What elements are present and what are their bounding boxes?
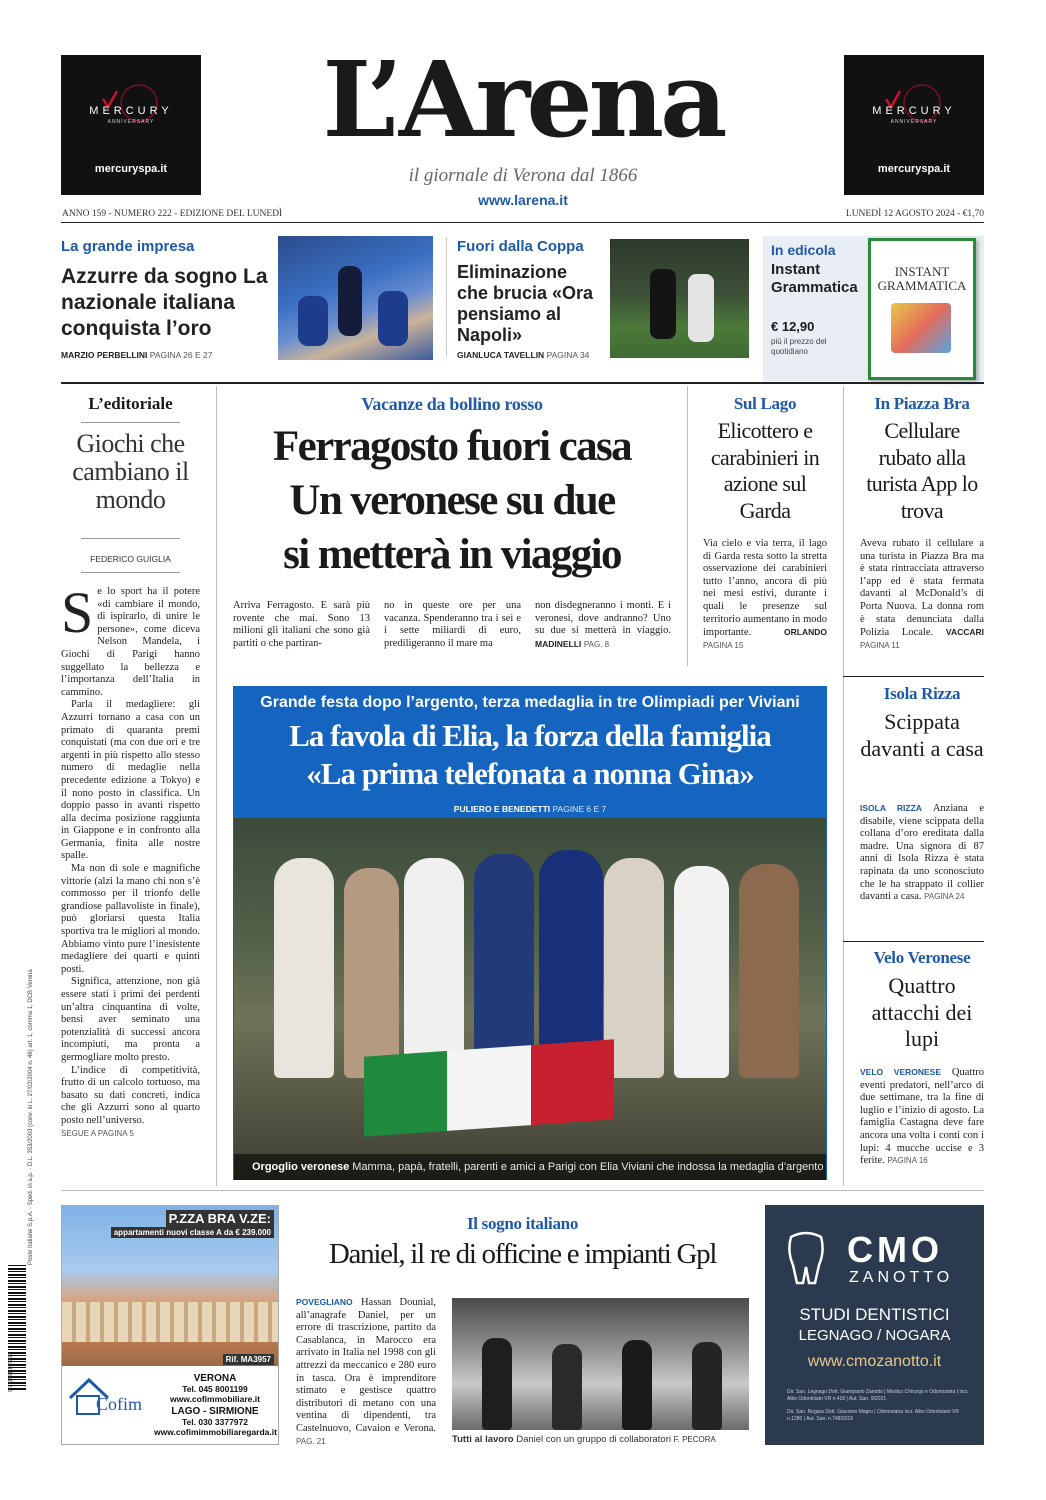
cofim-web-1[interactable]: www.cofimmobiliare.it [170,1394,260,1404]
pizza-title: P.ZZA BRA V.ZE: [166,1210,274,1227]
teaser-kicker: La grande impresa [61,238,195,255]
bottom-rule [61,1190,984,1191]
mercury-sub: ANNIVERSARY [107,119,155,125]
daniel-caption-bold: Tutti al lavoro [452,1434,514,1445]
issue-date: LUNEDÌ 12 AGOSTO 2024 - €1,70 [845,209,984,219]
feature-headline-1: La favola di Elia, la forza della famiglia [289,718,771,753]
main-story[interactable] [233,386,671,666]
feature-story[interactable] [233,686,827,1180]
sidebar-rule [843,941,984,942]
velo-story[interactable] [860,944,984,1184]
mercury-brand: MERCURY [872,105,956,117]
cmo-url[interactable]: www.cmozanotto.it [807,1353,942,1370]
mercury-ad-right[interactable] [844,55,984,195]
main-col-2: no in queste ore per una vacanza. Spenderanno tra i sei e i sette miliardi di euro, prediligeranno il mare ma [384,600,521,649]
editoriale-p4: Significa, attenzione, non già essere stati i primi dei perdenti un’altra cinquantina di volte, bensì aver seminato una potenzialità di successi ancora incompiuti, ma pronta a germogliare molto presto. [61,976,200,1063]
mercury-logo-icon [91,83,171,123]
daniel-lead: POVEGLIANO [296,1297,353,1307]
masthead-title: L’Arena [322,38,724,161]
velo-kicker: Velo Veronese [873,948,971,967]
column-divider [843,386,844,1186]
main-headline-line-1: Ferragosto fuori casa [272,423,632,470]
main-col-3-page: PAG. 8 [583,639,610,649]
daniel-story[interactable] [296,1205,749,1450]
daniel-caption-text: Daniel con un gruppo di collaboratori [516,1434,671,1445]
book-title: INSTANT GRAMMATICA [877,264,967,293]
daniel-kicker: Il sogno italiano [466,1214,579,1233]
editoriale-body [61,580,200,1140]
feature-headline-2: «La prima telefonata a nonna Gina» [306,756,754,791]
edicola-promo[interactable] [763,236,984,381]
velo-headline: Quattro attacchi dei lupi [871,973,973,1051]
daniel-photo [452,1298,749,1430]
isola-page: PAGINA 24 [924,892,965,902]
masthead-url[interactable]: www.larena.it [478,192,568,208]
main-col-1: Arriva Ferragosto. E sarà più rovente che mai. Sono 13 milioni gli italiani che sono già partiti o che partiran- [233,600,370,649]
isola-headline: Scippata davanti a casa [860,709,984,761]
lago-page: PAGINA 15 [703,640,744,650]
column-divider [687,386,688,666]
section-rule [61,382,984,384]
isola-body-text: Anziana e disabile, viene scippata della collana d’oro ereditata dalla madre. Una signora di 87 anni di Isola Rizza è stata rapinata da uno sconosciuto che le ha strappato il collier davanti a casa. [860,803,984,903]
tooth-icon [785,1231,827,1287]
cmo-line-1: STUDI DENTISTICI [799,1305,950,1324]
isola-kicker: Isola Rizza [883,684,961,703]
pizza-sub: appartamenti nuovi classe A da € 239.000 [111,1227,274,1238]
postal-notice: Poste Italiane S.p.A. - Sped. in a.p. - D.L. 353/2003 (conv. in L. 27/02/2004 n. 46) art. 1, comma 1, DCB Verona [28,969,34,1265]
mercury-sub: ANNIVERSARY [890,119,938,125]
lago-body-text: Via cielo e via terra, il lago di Garda resta sotto la stretta osservazione dei carabinieri tutto l’anno, ancora di più nei mesi estivi, durante i quali le presenze sul territorio aumentano in modo importante. [703,538,827,639]
feature-caption-bold: Orgoglio veronese [252,1161,350,1173]
piazza-page: PAGINA 11 [860,640,900,650]
mercury-url: mercuryspa.it [94,163,168,175]
main-col-3-text: non disdegneranno i monti. E i veronesi, dove andranno? Uno su due si metterà in viaggio. [535,600,671,637]
edicola-note: più il prezzo del quotidiano [771,337,827,356]
viviani-family-photo [234,818,826,1180]
editoriale-p3: Ma non di sole e magnifiche vittorie (alzi la mano chi non s’è commosso per il trionfo delle grandiose pallavoliste in finale), può gloriarsi questa Italia sportiva tra le migliori al mondo. Abbiamo vinto pure l’inesistente medagliere dei quarti e quinti posti. [61,863,200,975]
velo-body-text: Quattro eventi predatori, nell’arco di due settimane, tra la fine di luglio e l’inizio di agosto. La famiglia Castagna deve fare ancora una volta i conti con i lupi: 4 mucche uccise e 3 ferite. [860,1067,984,1167]
teaser-headline: Eliminazione che brucia «Ora pensiamo al Napoli» [457,262,594,345]
feature-caption [252,1161,823,1173]
cmo-ad[interactable] [765,1205,984,1445]
cofim-logo-text: Cofim [96,1394,143,1414]
piazza-kicker: In Piazza Bra [874,394,970,413]
daniel-credit: F. PECORA [673,1435,716,1444]
feature-page: PAGINE 6 E 7 [552,804,607,814]
mercury-url: mercuryspa.it [877,163,951,175]
cofim-tel-2: Tel. 030 3377972 [181,1417,248,1427]
editoriale-byline: FEDERICO GUIGLIA [90,554,171,564]
velo-lead: VELO VERONESE [860,1067,942,1077]
main-col-3-byline: MADINELLI [535,638,582,649]
edicola-kicker: In edicola [771,242,836,258]
cofim-city-2: LAGO - SIRMIONE [171,1406,259,1417]
edicola-title: Instant Grammatica [771,261,858,296]
isola-lead: ISOLA RIZZA [860,803,922,813]
daniel-body [296,1296,436,1448]
sidebar-rule [843,676,984,677]
daniel-body-text: Hassan Dounial, all’anagrafe Daniel, per un errore di trascrizione, partito da Casablanca, in Marocco era arrivato in Italia nel 1998 con gli attrezzi da meccanico e 280 euro in tasca. Ora è imprenditore stimato e gestisce quattro distributori di metano con una ventina di dipendenti, tra Castelnuovo, Cavaion e Verona. [296,1297,436,1434]
editoriale-kicker: L’editoriale [88,394,173,413]
piazza-story[interactable] [860,386,984,666]
teaser-author: GIANLUCA TAVELLIN [457,350,545,360]
main-headline [233,420,671,582]
editoriale-rule [81,422,180,423]
isola-body [860,802,984,904]
teaser-byline [457,350,589,360]
edicola-price: € 12,90 [771,319,815,334]
dropcap: S [61,580,94,645]
feature-caption-text: Mamma, papà, fratelli, parenti e amici a Parigi con Elia Viviani che indossa la medaglia d’argento [352,1161,824,1173]
editoriale-rule-3 [81,572,180,573]
daniel-page: PAG. 21 [296,1436,326,1446]
issue-info: ANNO 159 - NUMERO 222 - EDIZIONE DEL LUNEDÌ [62,209,283,219]
editoriale-column [61,386,200,1186]
piazza-headline: Cellulare rubato alla turista App lo trova [866,418,978,523]
teaser-kicker: Fuori dalla Coppa [457,238,584,255]
cmo-sub: ZANOTTO [849,1269,954,1286]
editoriale-p5: L’indice di competitività, frutto di un calcolo tortuoso, ma basato su dati concreti, indica che gli Azzurri sono al quarto posto nell’universo. [61,1064,200,1126]
daniel-caption [452,1434,716,1445]
lago-headline: Elicottero e carabinieri in azione sul Garda [710,418,820,523]
main-headline-line-2: Un veronese su due [289,477,615,524]
masthead-tagline: il giornale di Verona dal 1866 [408,165,638,186]
main-kicker: Vacanze da bollino rosso [361,394,543,414]
mercury-ad-left[interactable] [61,55,201,195]
piazza-body-text: Aveva rubato il cellulare a una turista in Piazza Bra ma è stata rintracciata attraverso l’app ed è stata fermata davanti al McDonald’s di Porta Nuova. La donna rom è stata denunciata dalla Polizia Locale. [860,538,984,639]
editoriale-p2: Parla il medagliere: gli Azzurri tornano a casa con un primato di quaranta premi conquistati (ma con due ori e tre argenti in più rispetto allo stesso numero di medaglie nella precedente edizione a Tokyo) e il nono posto in classifica. Un doppio passo in avanti rispetto alla decima posizione raggiunta in Giappone e in confronto alla Germania, finita alle nostre spalle. [61,699,200,862]
book-cover [868,238,976,380]
cmo-brand: CMO [847,1229,943,1270]
teaser-page: PAGINA 34 [546,350,590,360]
cmo-fine-1: Dir. San. Legnago Dott. Giampaolo Zanotto | Medico Chirurgo e Odontoiatra | Iscr. Albo Odontoiatri VR n.418 | Aut. San. 9/2021 [787,1389,969,1402]
feature-byline [233,804,827,814]
lago-byline: ORLANDO [784,627,827,638]
velo-page: PAGINA 16 [887,1156,928,1166]
feature-author: PULIERO E BENEDETTI [453,804,551,814]
cofim-contacts [154,1374,276,1437]
editoriale-rule-2 [81,538,180,539]
mercury-logo-icon [874,83,954,123]
cofim-ad[interactable] [61,1205,279,1445]
teaser-volley[interactable] [61,232,431,367]
volley-photo [278,236,433,360]
daniel-headline: Daniel, il re di officine e impianti Gpl [328,1238,717,1270]
teaser-author: MARZIO PERBELLINI [61,350,148,360]
pizza-ref: Rif. MA3957 [223,1354,274,1365]
cmo-line-2: LEGNAGO / NOGARA [798,1327,951,1344]
teaser-football[interactable] [457,232,752,367]
lago-body [703,538,827,652]
teaser-divider [446,237,447,357]
cofim-tel-1: Tel. 045 8001199 [182,1384,248,1394]
italian-flag-icon [364,1039,614,1136]
editoriale-headline: Giochi che cambiano il mondo [72,429,189,514]
velo-body [860,1066,984,1168]
isola-story[interactable] [860,680,984,930]
teaser-page: PAGINA 26 E 27 [149,350,213,360]
main-headline-line-3: si metterà in viaggio [283,531,621,578]
editoriale-continue[interactable]: SEGUE A PAGINA 5 [61,1128,134,1138]
mercury-brand: MERCURY [89,105,173,117]
editoriale-lead: e lo sport ha il potere «di cambiare il mondo, di ispirarlo, di unire le persone», come diceva Nelson Mandela, i Giochi di Parigi hanno suggellato la bellezza e l’importanza dell’Italia in cammino. [61,586,200,698]
barcode-number: 9 771591 147009 [8,1353,14,1392]
cofim-web-2[interactable]: www.cofimimmobiliaregarda.it [154,1427,277,1437]
piazza-byline: VACCARI [945,627,984,638]
teaser-byline [61,350,212,360]
football-photo [610,239,749,358]
teaser-headline: Azzurre da sogno La nazionale italiana conquista l’oro [61,265,268,340]
cofim-city-1: VERONA [193,1373,237,1384]
main-col-3 [535,600,671,651]
column-divider [216,386,217,1186]
lago-story[interactable] [703,386,827,666]
piazza-body [860,538,984,652]
feature-kicker: Grande festa dopo l’argento, terza medaglia in tre Olimpiadi per Viviani [260,694,800,711]
masthead-rule [61,222,984,223]
cmo-fine-2: Dir. San. Nogara Dott. Giacomo Magro | Odontoiatra Iscr. Albo Odontoiatri VR n.1280 | Aut. San. n.748/2019 [787,1409,959,1422]
lago-kicker: Sul Lago [733,394,797,413]
